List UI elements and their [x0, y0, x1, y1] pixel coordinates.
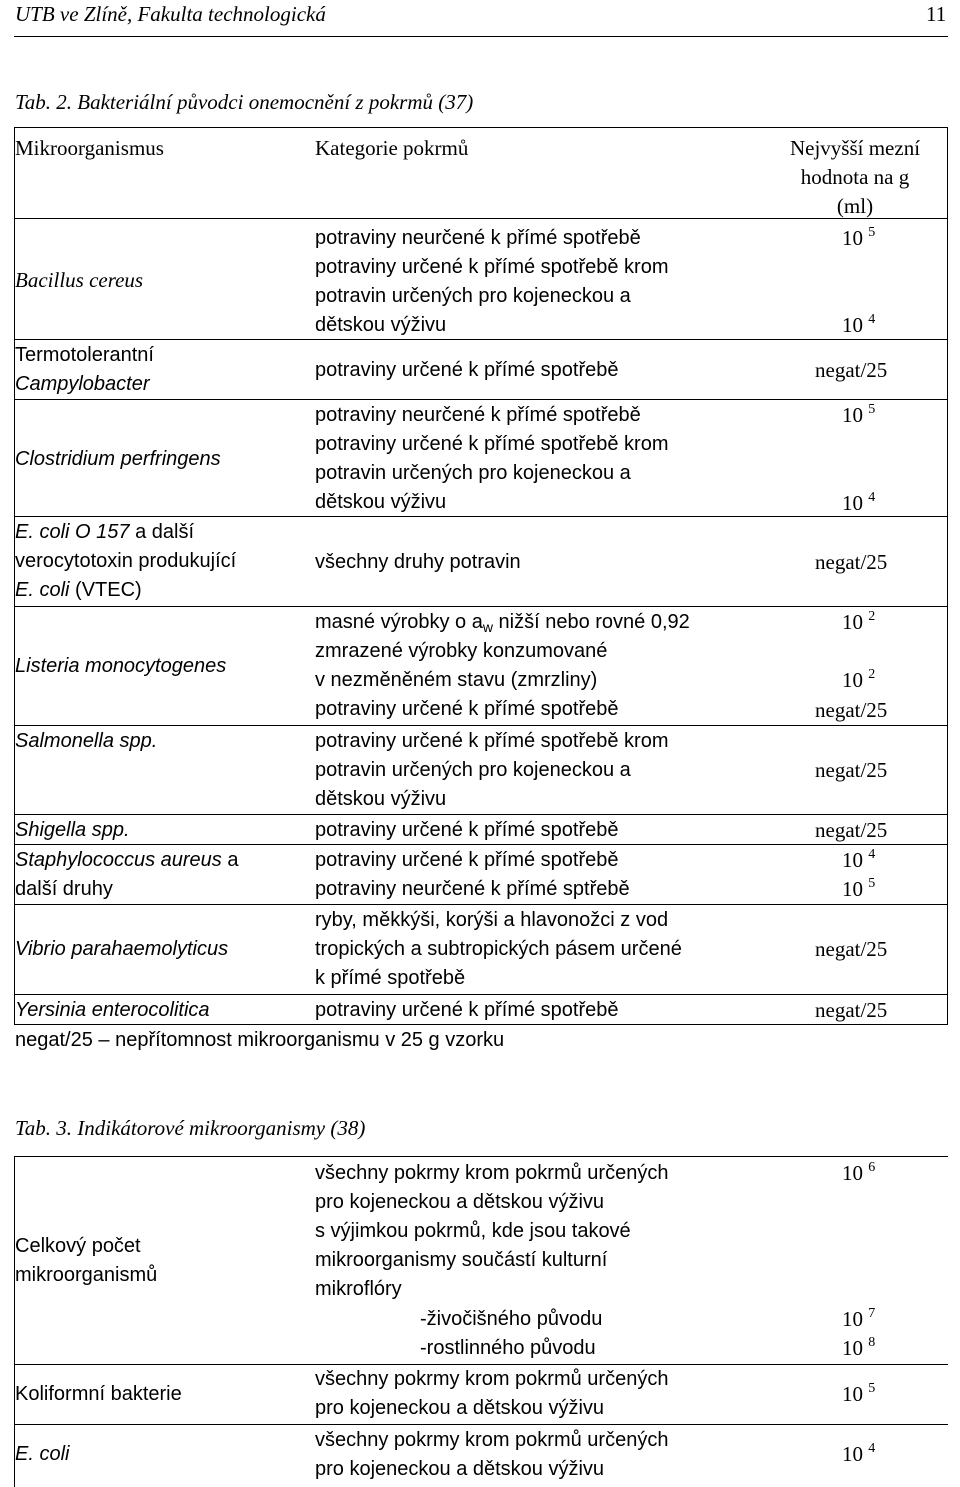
- col-header-limit: Nejvyšší mezní hodnota na g (ml): [789, 136, 921, 218]
- row-ecoli-limit: negat/25: [815, 550, 888, 574]
- row-staph-limit-1: 10 $^4$: [842, 847, 876, 872]
- row-campylobacter-limit: negat/25: [815, 358, 888, 382]
- row-coliform-limit: 10 $^5$: [842, 1381, 876, 1406]
- table2-caption: Tab. 2. Bakteriální původci onemocnění z pokrmů (37): [15, 90, 474, 114]
- row-listeria-categories: masné výrobky o $a_w$ nižší nebo rovné 0,92 zmrazené výrobky konzumované v nezměněném stavu (zmrzliny) potraviny určené k přímé spotřebě: [315, 611, 690, 720]
- row-staph-limit-2: 10 $^5$: [842, 876, 876, 901]
- row-total-count-limit-3: 10 $^8$: [842, 1335, 876, 1360]
- row-ecoli-category: všechny druhy potravin: [315, 551, 521, 573]
- row-yersinia-category: potraviny určené k přímé spotřebě: [315, 999, 619, 1021]
- row-campylobacter-name-2: Campylobacter: [15, 373, 150, 395]
- row-shigella-category: potraviny určené k přímé spotřebě: [315, 819, 619, 841]
- row-total-count-animal: -živočišného původu: [420, 1308, 603, 1330]
- row-total-count-name: Celkový počet mikroorganismů: [15, 1235, 158, 1286]
- row-staph-name: Staphylococcus aureus a další druhy: [15, 849, 239, 900]
- row-ecoli-indicator-limit: 10 $^4$: [842, 1441, 876, 1466]
- row-salmonella-categories: potraviny určené k přímé spotřebě krom potravin určených pro kojeneckou a dětskou výživu: [315, 730, 669, 810]
- row-bacillus-limit-1: 10 $^5$: [842, 225, 876, 250]
- row-yersinia-limit: negat/25: [815, 998, 888, 1022]
- row-shigella-limit: negat/25: [815, 818, 888, 842]
- page-number: 11: [926, 2, 947, 26]
- row-vibrio-limit: negat/25: [815, 937, 888, 961]
- row-ecoli-indicator-categories: všechny pokrmy krom pokrmů určených pro kojeneckou a dětskou výživu: [315, 1429, 669, 1480]
- header-title: UTB ve Zlíně, Fakulta technologická: [15, 2, 326, 26]
- row-campylobacter-name-1: Termotolerantní: [15, 344, 154, 366]
- row-salmonella-name: Salmonella spp.: [15, 730, 158, 752]
- row-ecoli-name: E. coli O 157 a další verocytotoxin produkující E. coli (VTEC): [15, 521, 237, 601]
- row-bacillus-limit-2: 10 $^4$: [842, 312, 876, 337]
- row-total-count-limit-2: 10 $^7$: [842, 1306, 876, 1331]
- table3-caption: Tab. 3. Indikátorové mikroorganismy (38): [15, 1116, 366, 1140]
- row-clostridium-categories: potraviny neurčené k přímé spotřebě potraviny určené k přímé spotřebě krom potravin určených pro kojeneckou a dětskou výživu: [315, 404, 669, 513]
- row-vibrio-name: Vibrio parahaemolyticus: [15, 938, 229, 960]
- row-total-count-limit-1: 10 $^6$: [842, 1160, 876, 1185]
- row-listeria-limit-3: negat/25: [815, 698, 888, 722]
- row-coliform-categories: všechny pokrmy krom pokrmů určených pro kojeneckou a dětskou výživu: [315, 1368, 669, 1419]
- row-salmonella-limit: negat/25: [815, 758, 888, 782]
- row-total-count-plant: -rostlinného původu: [420, 1337, 596, 1359]
- col-header-category: Kategorie pokrmů: [315, 136, 469, 160]
- row-clostridium-limit-2: 10 $^4$: [842, 490, 876, 515]
- row-coliform-name: Koliformní bakterie: [15, 1383, 182, 1405]
- row-campylobacter-category: potraviny určené k přímé spotřebě: [315, 359, 619, 381]
- row-bacillus-name: Bacillus cereus: [15, 268, 144, 292]
- row-ecoli-indicator-name: E. coli: [15, 1443, 70, 1465]
- row-vibrio-categories: ryby, měkkýši, korýši a hlavonožci z vod tropických a subtropických pásem určené k přímé spotřebě: [315, 909, 682, 989]
- row-shigella-name: Shigella spp.: [15, 819, 130, 841]
- row-clostridium-name: Clostridium perfringens: [15, 448, 221, 470]
- row-staph-categories: potraviny určené k přímé spotřebě potraviny neurčené k přímé sptřebě: [315, 849, 630, 900]
- row-total-count-categories: všechny pokrmy krom pokrmů určených pro kojeneckou a dětskou výživu s výjimkou pokrmů, kde jsou takové mikroorganismy součástí kulturní mikroflóry: [315, 1162, 669, 1300]
- row-yersinia-name: Yersinia enterocolitica: [15, 999, 210, 1021]
- table2-footnote: negat/25 – nepřítomnost mikroorganismu v 25 g vzorku: [15, 1029, 505, 1051]
- row-listeria-limit-1: 10 $^2$: [842, 609, 876, 634]
- row-bacillus-categories: potraviny neurčené k přímé spotřebě potraviny určené k přímé spotřebě krom potravin určených pro kojeneckou a dětskou výživu: [315, 227, 669, 336]
- row-listeria-limit-2: 10 $^2$: [842, 667, 876, 692]
- row-listeria-name: Listeria monocytogenes: [15, 655, 227, 677]
- row-clostridium-limit-1: 10 $^5$: [842, 402, 876, 427]
- header-rule: [14, 36, 948, 37]
- col-header-microorganism: Mikroorganismus: [15, 136, 164, 160]
